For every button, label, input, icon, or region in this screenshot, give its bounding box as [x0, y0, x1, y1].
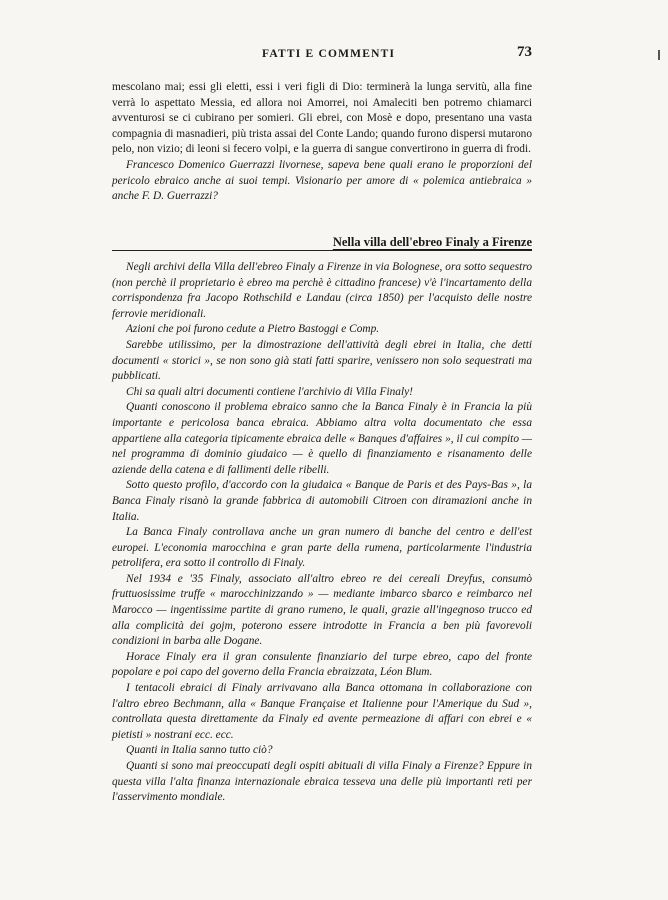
upper-text-block — [112, 80, 532, 205]
page-number: 73 — [517, 44, 532, 60]
article-paragraph: I tentacoli ebraici di Finaly arrivavano alla Banca ottomana in collaborazione con l'altro ebreo Bechmann, alla « Banque Française et Italienne pour l'Amerique du Sud », controllata questa direttamente da Finaly ed avente permeazione di affari con ebrei e « pietisti » nostrani ecc. ecc. — [112, 682, 532, 741]
section-title: Nella villa dell'ebreo Finaly a Firenze — [327, 235, 532, 250]
section-rule — [112, 250, 532, 251]
article-paragraph: Nel 1934 e '35 Finaly, associato all'altro ebreo re dei cereali Dreyfus, consumò fruttuosissime truffe « marocchinizzando » — mediante imbarco sbarco e reimbarco nel Marocco — ingentissime partite di grano rumeno, le quali, grazie all'ingegnoso trucco ed alla complicità dei gojm, poterono essere introdotte in Francia a ben più favorevoli condizioni in barba alle Dogane. — [112, 572, 532, 648]
running-title: FATTI E COMMENTI — [262, 48, 396, 60]
article-paragraph: Negli archivi della Villa dell'ebreo Finaly a Firenze in via Bolognese, ora sotto sequestro (non perchè il proprietario è ebreo ma perchè è cittadino francese) v'è l'incartamento della corrispondenza fra Jacopo Rothschild e Landau (circa 1850) per l'acquisto delle nostre ferrovie meridionali. — [112, 261, 532, 320]
editorial-comment: Francesco Domenico Guerrazzi livornese, sapeva bene quali erano le proporzioni del pericolo ebraico anche ai suoi tempi. Visionario per amore di « polemica antiebraica » anche F. D. Guerrazzi? — [112, 158, 532, 203]
article-paragraph: Quanti si sono mai preoccupati degli ospiti abituali di villa Finaly a Firenze? Eppure in questa villa l'alta finanza internazionale ebraica tesseva una delle più importanti reti per l'asservimento mondiale. — [112, 760, 532, 804]
article-paragraph: La Banca Finaly controllava anche un gran numero di banche del centro e dell'est europei. L'economia marocchina e gran parte della rumena, particolarmente l'industria petrolifera, era sotto il controllo di Finaly. — [112, 526, 532, 570]
article-paragraph: Horace Finaly era il gran consulente finanziario del turpe ebreo, capo del fronte popolare e poi capo del governo della Francia ebraizzata, Léon Blum. — [112, 650, 532, 679]
article-body — [112, 260, 532, 806]
article-paragraph: Sarebbe utilissimo, per la dimostrazione dell'attività degli ebrei in Italia, che detti documenti « storici », se non sono già stati fatti sparire, venissero non solo sequestrati ma pubblicati. — [112, 338, 532, 383]
article-paragraph: Azioni che poi furono cedute a Pietro Bastoggi e Comp. — [126, 323, 380, 336]
article-paragraph: Quanti in Italia sanno tutto ciò? — [126, 744, 273, 757]
article-paragraph: Chi sa quali altri documenti contiene l'archivio di Villa Finaly! — [126, 385, 413, 398]
paragraph-continuation: mescolano mai; essi gli eletti, essi i veri figli di Dio: terminerà la lunga servitù, alla fine verrà lo aspettato Messia, ed allora noi Amorrei, noi Amaleciti ben potremo chiamarci avventurosi se ci cubirano per somieri. Gli ebrei, con Mosè e dopo, presentano una vasta compagnia di masnadieri, più trista assai del Conte Lando; quando furono dispersi mutarono pelo, non vizio; di leoni si fecero volpi, e la guerra di sangue convertirono in guerra di frodi. — [112, 81, 532, 156]
article-paragraph: Quanti conoscono il problema ebraico sanno che la Banca Finaly è in Francia la più importante e pericolosa banca ebraica. Abbiamo altra volta documentato che essa appartiene alla categoria tipicamente ebraica delle « Banques d'affaires », il cui compito — nel programma di dominio giudaico — è quello di finanziamento e risanamento delle aziende della catena e di fallimenti delle ribelli. — [112, 401, 532, 476]
page-edge-mark — [658, 50, 660, 60]
page-header — [112, 44, 532, 66]
article-paragraph: Sotto questo profilo, d'accordo con la giudaica « Banque de Paris et des Pays-Bas », la Banca Finaly risanò la grande fabbrica di automobili Citroen con diramazioni anche in Italia. — [112, 479, 532, 523]
